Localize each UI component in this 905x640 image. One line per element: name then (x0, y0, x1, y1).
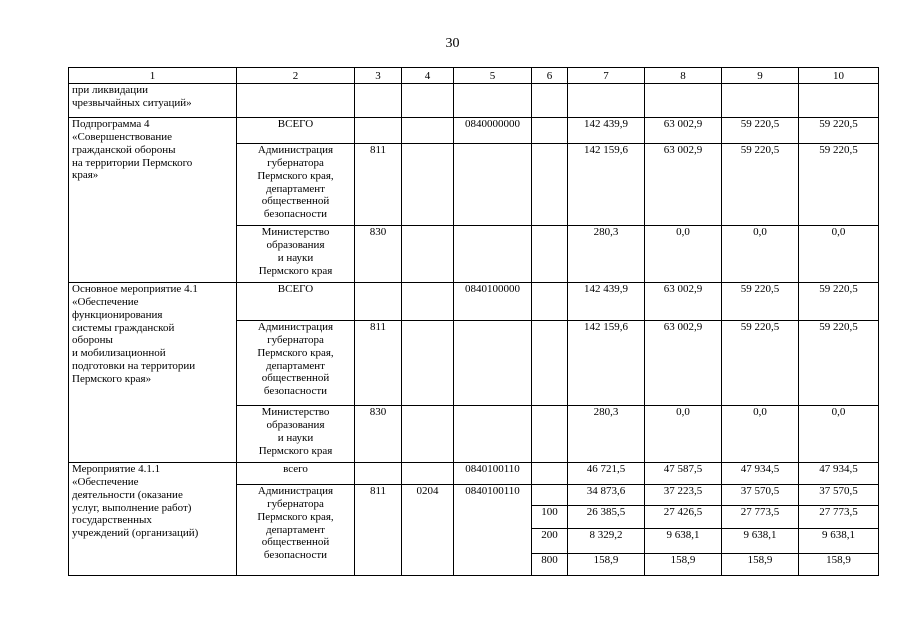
value-col-8: 63 002,9 (645, 283, 722, 321)
header-cell-8: 8 (645, 68, 722, 84)
value-col-9: 37 570,5 (722, 485, 799, 506)
budget-table (68, 67, 879, 576)
expense-type-code: 200 (532, 529, 568, 554)
header-cell-9: 9 (722, 68, 799, 84)
value-col-10: 0,0 (799, 406, 879, 463)
value-col-7: 142 439,9 (568, 283, 645, 321)
value-col-10: 27 773,5 (799, 506, 879, 529)
value-col-8: 47 587,5 (645, 463, 722, 485)
header-cell-6: 6 (532, 68, 568, 84)
grbs-code: 811 (355, 485, 402, 576)
value-col-10: 9 638,1 (799, 529, 879, 554)
value-col-10: 158,9 (799, 554, 879, 576)
value-col-7: 280,3 (568, 406, 645, 463)
row-name-activity-4-1-1: Мероприятие 4.1.1 «Обеспечение деятельности (оказание услуг, выполнение работ) государственных учреждений (организаций) (69, 463, 237, 576)
header-cell-2: 2 (237, 68, 355, 84)
value-col-10: 59 220,5 (799, 283, 879, 321)
value-col-9: 59 220,5 (722, 144, 799, 226)
recipient-admin: Администрация губернатора Пермского края, департамент общественной безопасности (237, 485, 355, 576)
grbs-code: 811 (355, 321, 402, 406)
value-col-8: 63 002,9 (645, 144, 722, 226)
recipient-total: всего (237, 463, 355, 485)
value-col-7: 26 385,5 (568, 506, 645, 529)
grbs-code: 830 (355, 406, 402, 463)
value-col-9: 59 220,5 (722, 283, 799, 321)
value-col-9: 59 220,5 (722, 118, 799, 144)
csr-code: 0840100110 (454, 463, 532, 485)
csr-code: 0840000000 (454, 118, 532, 144)
value-col-7: 46 721,5 (568, 463, 645, 485)
recipient-admin: Администрация губернатора Пермского края, департамент общественной безопасности (237, 321, 355, 406)
header-cell-1: 1 (69, 68, 237, 84)
recipient-minobr: Министерство образования и науки Пермского края (237, 406, 355, 463)
value-col-10: 0,0 (799, 226, 879, 283)
value-col-7: 142 159,6 (568, 321, 645, 406)
page-number: 30 (445, 36, 460, 51)
csr-code: 0840100110 (454, 485, 532, 576)
header-cell-5: 5 (454, 68, 532, 84)
value-col-8: 37 223,5 (645, 485, 722, 506)
grbs-code: 811 (355, 144, 402, 226)
expense-type-code: 100 (532, 506, 568, 529)
value-col-8: 0,0 (645, 406, 722, 463)
value-col-10: 59 220,5 (799, 144, 879, 226)
table-header-row (69, 68, 879, 84)
value-col-8: 63 002,9 (645, 321, 722, 406)
value-col-9: 47 934,5 (722, 463, 799, 485)
value-col-10: 37 570,5 (799, 485, 879, 506)
value-col-7: 142 439,9 (568, 118, 645, 144)
value-col-9: 9 638,1 (722, 529, 799, 554)
header-cell-3: 3 (355, 68, 402, 84)
table-row (69, 84, 879, 118)
value-col-8: 27 426,5 (645, 506, 722, 529)
grbs-code: 830 (355, 226, 402, 283)
value-col-8: 9 638,1 (645, 529, 722, 554)
value-col-8: 63 002,9 (645, 118, 722, 144)
csr-code: 0840100000 (454, 283, 532, 321)
value-col-7: 8 329,2 (568, 529, 645, 554)
value-col-9: 158,9 (722, 554, 799, 576)
recipient-admin: Администрация губернатора Пермского края, департамент общественной безопасности (237, 144, 355, 226)
value-col-7: 158,9 (568, 554, 645, 576)
section-code: 0204 (402, 485, 454, 576)
value-col-7: 280,3 (568, 226, 645, 283)
value-col-10: 59 220,5 (799, 118, 879, 144)
value-col-7: 142 159,6 (568, 144, 645, 226)
header-cell-7: 7 (568, 68, 645, 84)
value-col-9: 0,0 (722, 226, 799, 283)
row-name-main-activity-4-1: Основное мероприятие 4.1 «Обеспечение функционирования системы гражданской обороны и мобилизационной подготовки на территории Пермского края» (69, 283, 237, 463)
value-col-9: 27 773,5 (722, 506, 799, 529)
row-name-continuation: при ликвидации чрезвычайных ситуаций» (69, 84, 237, 118)
table-row (69, 118, 879, 144)
recipient-minobr: Министерство образования и науки Пермского края (237, 226, 355, 283)
recipient-total: ВСЕГО (237, 118, 355, 144)
value-col-8: 158,9 (645, 554, 722, 576)
recipient-total: ВСЕГО (237, 283, 355, 321)
header-cell-4: 4 (402, 68, 454, 84)
expense-type-code: 800 (532, 554, 568, 576)
value-col-9: 59 220,5 (722, 321, 799, 406)
table-row (69, 463, 879, 485)
value-col-9: 0,0 (722, 406, 799, 463)
value-col-10: 59 220,5 (799, 321, 879, 406)
header-cell-10: 10 (799, 68, 879, 84)
row-name-subprogram-4: Подпрограмма 4 «Совершенствование гражданской обороны на территории Пермского края» (69, 118, 237, 283)
value-col-10: 47 934,5 (799, 463, 879, 485)
value-col-8: 0,0 (645, 226, 722, 283)
table-row (69, 283, 879, 321)
value-col-7: 34 873,6 (568, 485, 645, 506)
